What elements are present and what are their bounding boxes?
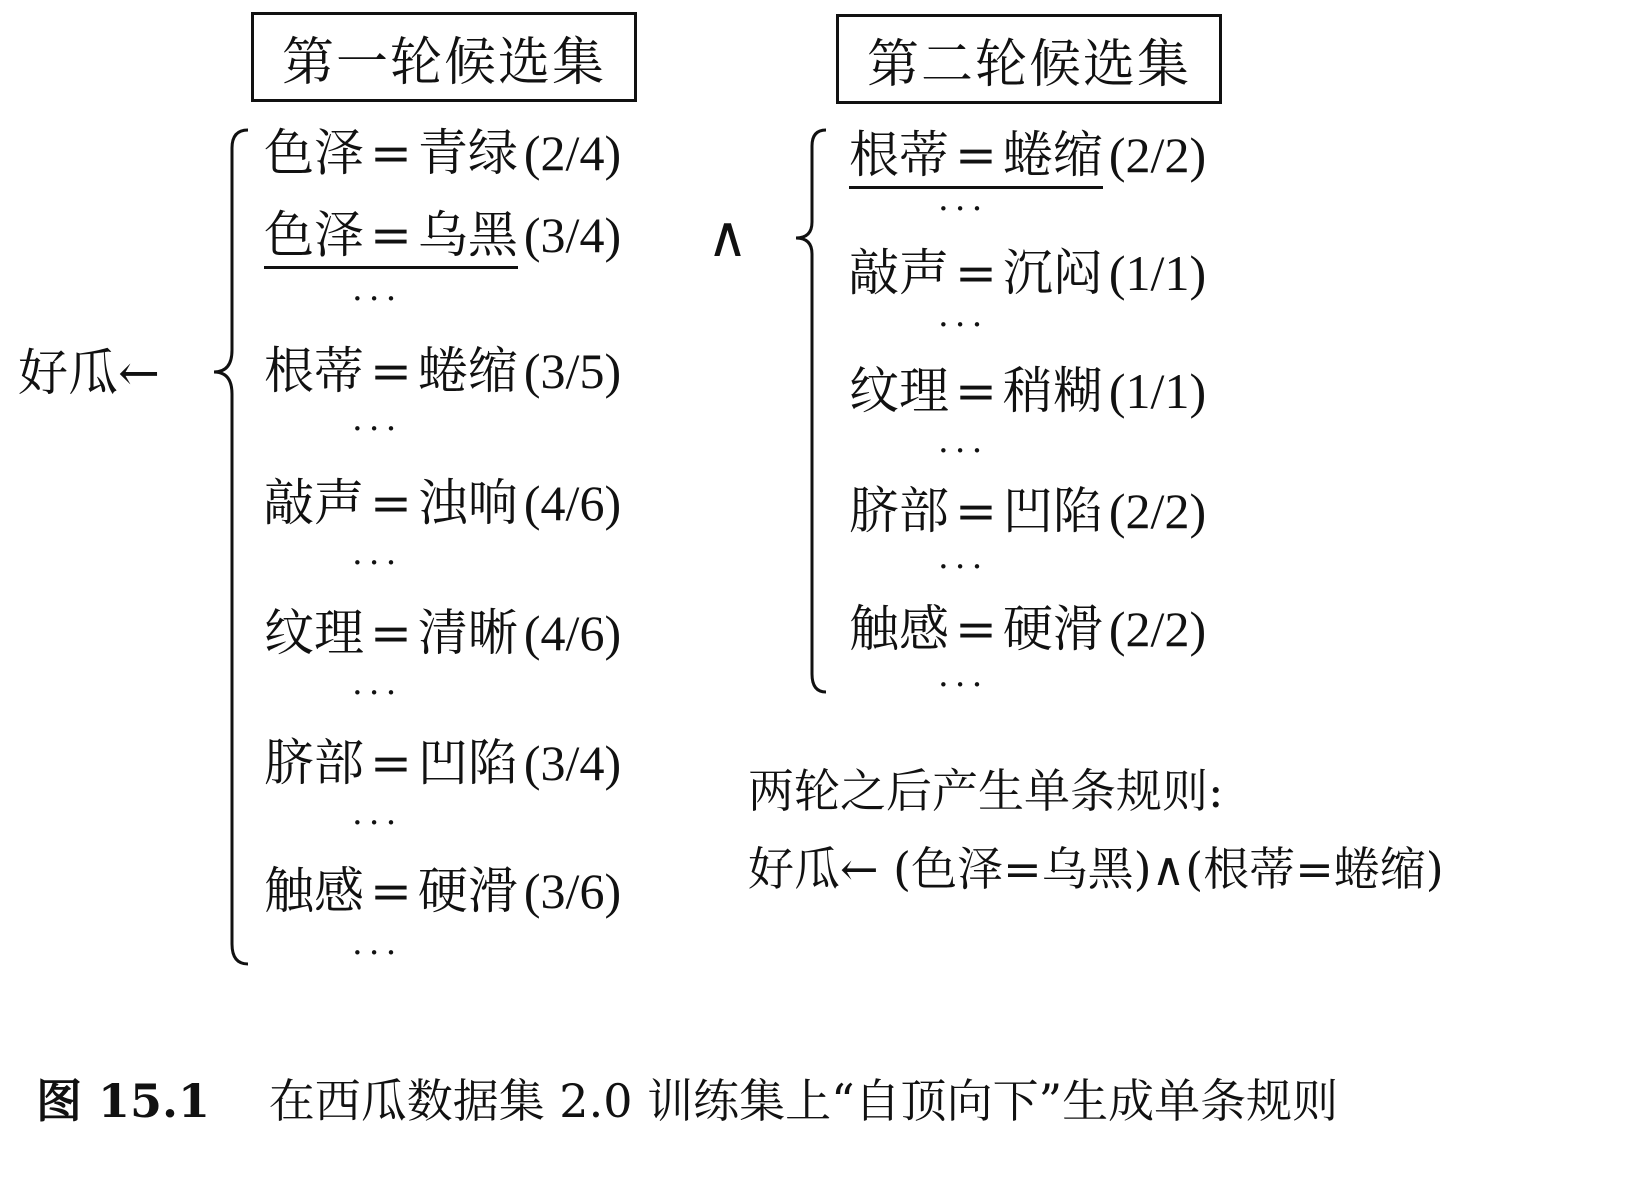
equals-sign: = — [955, 600, 997, 658]
round2-condition-row — [849, 244, 1207, 302]
ellipsis: ··· — [352, 543, 403, 583]
condition-count: (1/1) — [1108, 363, 1207, 419]
conjunction-symbol: ∧ — [707, 205, 748, 270]
round2-condition-row — [849, 362, 1207, 420]
condition-expression — [264, 342, 518, 400]
equals-sign: = — [955, 362, 997, 420]
ellipsis: ··· — [352, 803, 403, 843]
round1-brace — [200, 126, 260, 970]
round2-title: 第二轮候选集 — [866, 34, 1191, 95]
ellipsis: ··· — [352, 673, 403, 713]
equals-sign: = — [955, 482, 997, 540]
ellipsis: ··· — [938, 547, 989, 587]
ellipsis: ··· — [938, 189, 989, 229]
condition-value: 硬滑 — [1002, 600, 1103, 658]
condition-value: 凹陷 — [1002, 482, 1103, 540]
condition-attribute: 敲声 — [264, 474, 364, 532]
ellipsis: ··· — [352, 409, 403, 449]
condition-attribute: 脐部 — [264, 734, 364, 792]
round1-condition-row — [264, 342, 622, 400]
equals-sign: = — [370, 474, 412, 532]
condition-attribute: 纹理 — [849, 362, 949, 420]
condition-attribute: 根蒂 — [264, 342, 364, 400]
condition-value: 稍糊 — [1002, 362, 1103, 420]
condition-expression — [264, 604, 518, 662]
condition-count: (2/2) — [1108, 601, 1207, 657]
condition-expression — [264, 474, 518, 532]
condition-expression — [849, 362, 1103, 420]
round1-condition-row — [264, 862, 622, 920]
figure-caption-text: 在西瓜数据集 2.0 训练集上“自顶向下”生成单条规则 — [268, 1074, 1339, 1128]
condition-expression — [264, 862, 518, 920]
round2-condition-row — [849, 482, 1207, 540]
result-rule: 好瓜← (色泽=乌黑)∧(根蒂=蜷缩) — [748, 842, 1444, 896]
condition-value: 乌黑 — [417, 206, 518, 264]
condition-count: (4/6) — [523, 605, 622, 661]
round2-title-box — [836, 14, 1222, 104]
equals-sign: = — [955, 126, 997, 184]
condition-count: (4/6) — [523, 475, 622, 531]
result-heading: 两轮之后产生单条规则: — [748, 764, 1224, 818]
condition-count: (2/2) — [1108, 127, 1207, 183]
condition-attribute: 色泽 — [264, 206, 364, 264]
ellipsis: ··· — [938, 305, 989, 345]
condition-value: 浊响 — [417, 474, 518, 532]
round1-condition-row — [264, 474, 622, 532]
equals-sign: = — [955, 244, 997, 302]
ellipsis: ··· — [352, 933, 403, 973]
round1-condition-row — [264, 124, 622, 182]
condition-value: 蜷缩 — [1002, 126, 1103, 184]
condition-expression — [264, 124, 518, 182]
condition-value: 凹陷 — [417, 734, 518, 792]
condition-attribute: 色泽 — [264, 124, 364, 182]
condition-attribute: 脐部 — [849, 482, 949, 540]
equals-sign: = — [370, 734, 412, 792]
equals-sign: = — [370, 862, 412, 920]
equals-sign: = — [370, 604, 412, 662]
ellipsis: ··· — [352, 279, 403, 319]
round2-condition-row — [849, 126, 1207, 184]
round1-condition-row — [264, 206, 622, 264]
condition-attribute: 触感 — [264, 862, 364, 920]
condition-expression — [849, 126, 1103, 189]
ellipsis: ··· — [938, 665, 989, 705]
condition-value: 硬滑 — [417, 862, 518, 920]
round1-title: 第一轮候选集 — [281, 32, 606, 93]
condition-expression — [849, 244, 1103, 302]
round1-condition-row — [264, 604, 622, 662]
equals-sign: = — [370, 206, 412, 264]
equals-sign: = — [370, 124, 412, 182]
figure-caption — [36, 1074, 1339, 1128]
condition-attribute: 敲声 — [849, 244, 949, 302]
condition-expression — [849, 600, 1103, 658]
condition-count: (3/5) — [523, 343, 622, 399]
ellipsis: ··· — [938, 431, 989, 471]
condition-attribute: 纹理 — [264, 604, 364, 662]
condition-value: 清晰 — [417, 604, 518, 662]
condition-count: (3/4) — [523, 207, 622, 263]
condition-attribute: 触感 — [849, 600, 949, 658]
condition-value: 沉闷 — [1002, 244, 1103, 302]
condition-expression — [849, 482, 1103, 540]
condition-expression — [264, 734, 518, 792]
condition-attribute: 根蒂 — [849, 126, 949, 184]
condition-count: (2/2) — [1108, 483, 1207, 539]
round2-condition-row — [849, 600, 1207, 658]
condition-count: (3/4) — [523, 735, 622, 791]
condition-value: 蜷缩 — [417, 342, 518, 400]
condition-count: (2/4) — [523, 125, 622, 181]
round1-condition-row — [264, 734, 622, 792]
condition-expression — [264, 206, 518, 269]
condition-count: (3/6) — [523, 863, 622, 919]
equals-sign: = — [370, 342, 412, 400]
condition-value: 青绿 — [417, 124, 518, 182]
round1-title-box — [251, 12, 637, 102]
condition-count: (1/1) — [1108, 245, 1207, 301]
rule-target-label: 好瓜← — [18, 344, 160, 402]
round2-brace — [790, 126, 840, 696]
figure-label: 图 15.1 — [36, 1074, 211, 1128]
